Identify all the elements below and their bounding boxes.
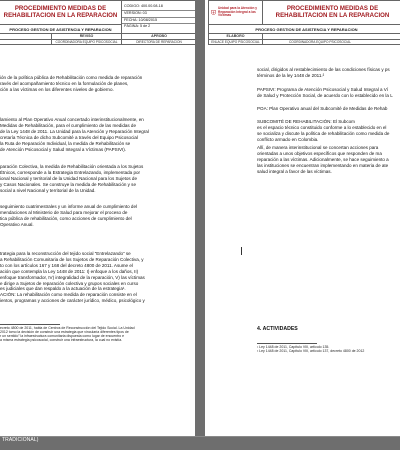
document-title: PROCEDIMIENTO MEDIDAS DE REHABILITACION EN LA REPARACION [0,1,122,25]
document-version: VERSION: 03 [122,11,195,18]
poa-definition: POA: Plan Operativo anual del Subcomité de Medidas de Rehab [257,106,388,111]
footnote-text: ¹ Ley 1448 de 2011, Capítulo VIII, artículo 135. ² Ley 1448 de 2011, Capítulo VIII, artículo 137, decreto 4800 de 2012 [257,345,365,354]
section-heading: 4. ACTIVIDADES [257,326,298,332]
document-date: FECHA: 10/08/2015 [122,18,195,25]
footnote-text: ecreto 4800 de 2011, habla de Centros de Reconstrucción del Tejido Social. La Unidad 2012 tomo la decisión de construir una estrategia que vincularía diferentes tipos de r un sentido” la infraestructura comunitaria dispuesta como lugar de encuentro e a misma estrategia psicosocial, construir una infraestructura, la cual no existía. [0,326,135,343]
document-page-number: PÁGINA: 5 de 2 [124,24,151,29]
elaboro-value: ENLACE EQUIPO PSICOSOCIAL [209,39,263,44]
papsivi-definition: PAPSIVI: Programa de Atención Psicosocial y Salud Integral a Ví de Salud y Protección Social, de acuerdo con lo establecido en la L [257,87,393,98]
page-header-table [208,0,400,34]
document-title: PROCEDIMIENTO MEDIDAS DE REHABILITACION EN LA REPARACION [263,1,400,25]
footnote-rule [257,343,317,344]
document-page-left [0,0,195,436]
elaboro-label: ELABORO [209,34,263,40]
subcomite-definition: SUBCOMITÉ DE REHABILITACIÓN: El Subcom es el espacio técnico constituido conforme a lo establecido en el se socializa y discute la política de rehabilitación como medida de conflicto armado en Colombia. [257,119,390,142]
unidad-victimas-logo [209,4,262,22]
aprobo-value: DIRECTORA DE REPARACION [122,39,196,44]
body-paragraph: Allí, de manera interinstitucional se concertan acciones para orientadas a unos objetivos específicos que responden de ma reparación a las víctimas. Adicionalmente, se hace seguimiento a las instituciones se encuentran implementando en materia de ate salud integral a favor de las víctimas. [257,145,389,174]
elaboro-value [0,39,52,44]
logo-text: Unidad para la Atención y Reparación Integral a las Víctimas [218,5,258,18]
approval-table [0,33,195,45]
approval-table [208,33,400,45]
status-bar [0,436,400,450]
body-paragraph: trategia para la reconstrucción del tejido social “Entrelazando” se a Rehabilitación Comunitaria de los Sujetos de Reparación Colectiva, y to con los artículos 167 y 168 del decreto 4800 de 2011. Asume el ación que contempla la Ley 1448 de 2011: I) enfoque a los daños, II) enfoque transformador, IV) integralidad de la reparación, V) las víctimas e dirige a Sujetos de reparación colectiva y grupos sociales en curso es judiciales que dan respaldo a la actuación de la estrategia¹. ACIÓN: La rehabilitación como medida de reparación consiste en el ientos, programas y acciones de carácter jurídico, médico, psicológico y [0,251,145,304]
page-header-table [0,0,195,34]
crest-icon [211,6,216,20]
reviso-value: COORDINADORA EQUIPO PSICOSOCIAL [52,39,122,44]
body-paragraph: lamiento al Plan Operativo Anual concertado interinstitucionalmente, en Medidas de Rehabilitación, para el cumplimiento de las medidas de de la Ley 1448 de 2011. La Unidad para la Atención y Reparación Integral cretaría Técnica de dicho Subcomité a través del Equipo Psicosocial la Ruta de Reparación Individual, la medida de Rehabilitación se de Atención Psicosocial y Salud Integral a Víctimas (PAPSIVI). [0,117,149,152]
body-paragraph: social, dirigidos al restablecimiento de las condiciones físicas y ps términos de la ley 1448 de 2011.² [257,67,390,78]
aprobo-label: APROBO [122,34,196,40]
reviso-value: COORDINADORA EQUIPO PSICOSOCIAL [263,39,400,44]
body-paragraph: paración Colectiva, la medida de Rehabilitación orientada a los Sujetos Étnicos, corresponde a la Estrategia Entrelazando, implementada por ional Nacional y territorial de la Unidad Nacional para los Sujetos de y Casos Nacionales. Se construye la medida de Rehabilitación y se social a nivel Nacional y territorial de la Unidad. [0,164,144,193]
footnote-rule [0,324,60,325]
document-code: CODIGO: 400.00.08-18 [122,4,195,11]
status-bar-label: TRADICIONAL) [2,437,39,443]
body-paragraph: seguimiento cuatrimestrales y un informe anual de cumplimiento del mendaciones al Ministerio de Salud para mejorar el proceso de tica pública de rehabilitación, como acciones de cumplimiento del Operativo Anual. [0,204,137,227]
process-name: PROCESO GESTION DE ASISTENCIA Y REPARACION [209,25,400,34]
document-page-right [205,0,400,436]
reviso-label: REVISO [52,34,122,40]
process-name: PROCESO GESTION DE ASISTENCIA Y REPARACION [0,25,122,34]
text-cursor [241,247,242,255]
body-paragraph: ión de la política pública de Rehabilitación como medida de reparación ravés del acompañamiento técnico en la formulación de planes, ción a las víctimas en los diferentes niveles de gobierno. [0,75,143,92]
